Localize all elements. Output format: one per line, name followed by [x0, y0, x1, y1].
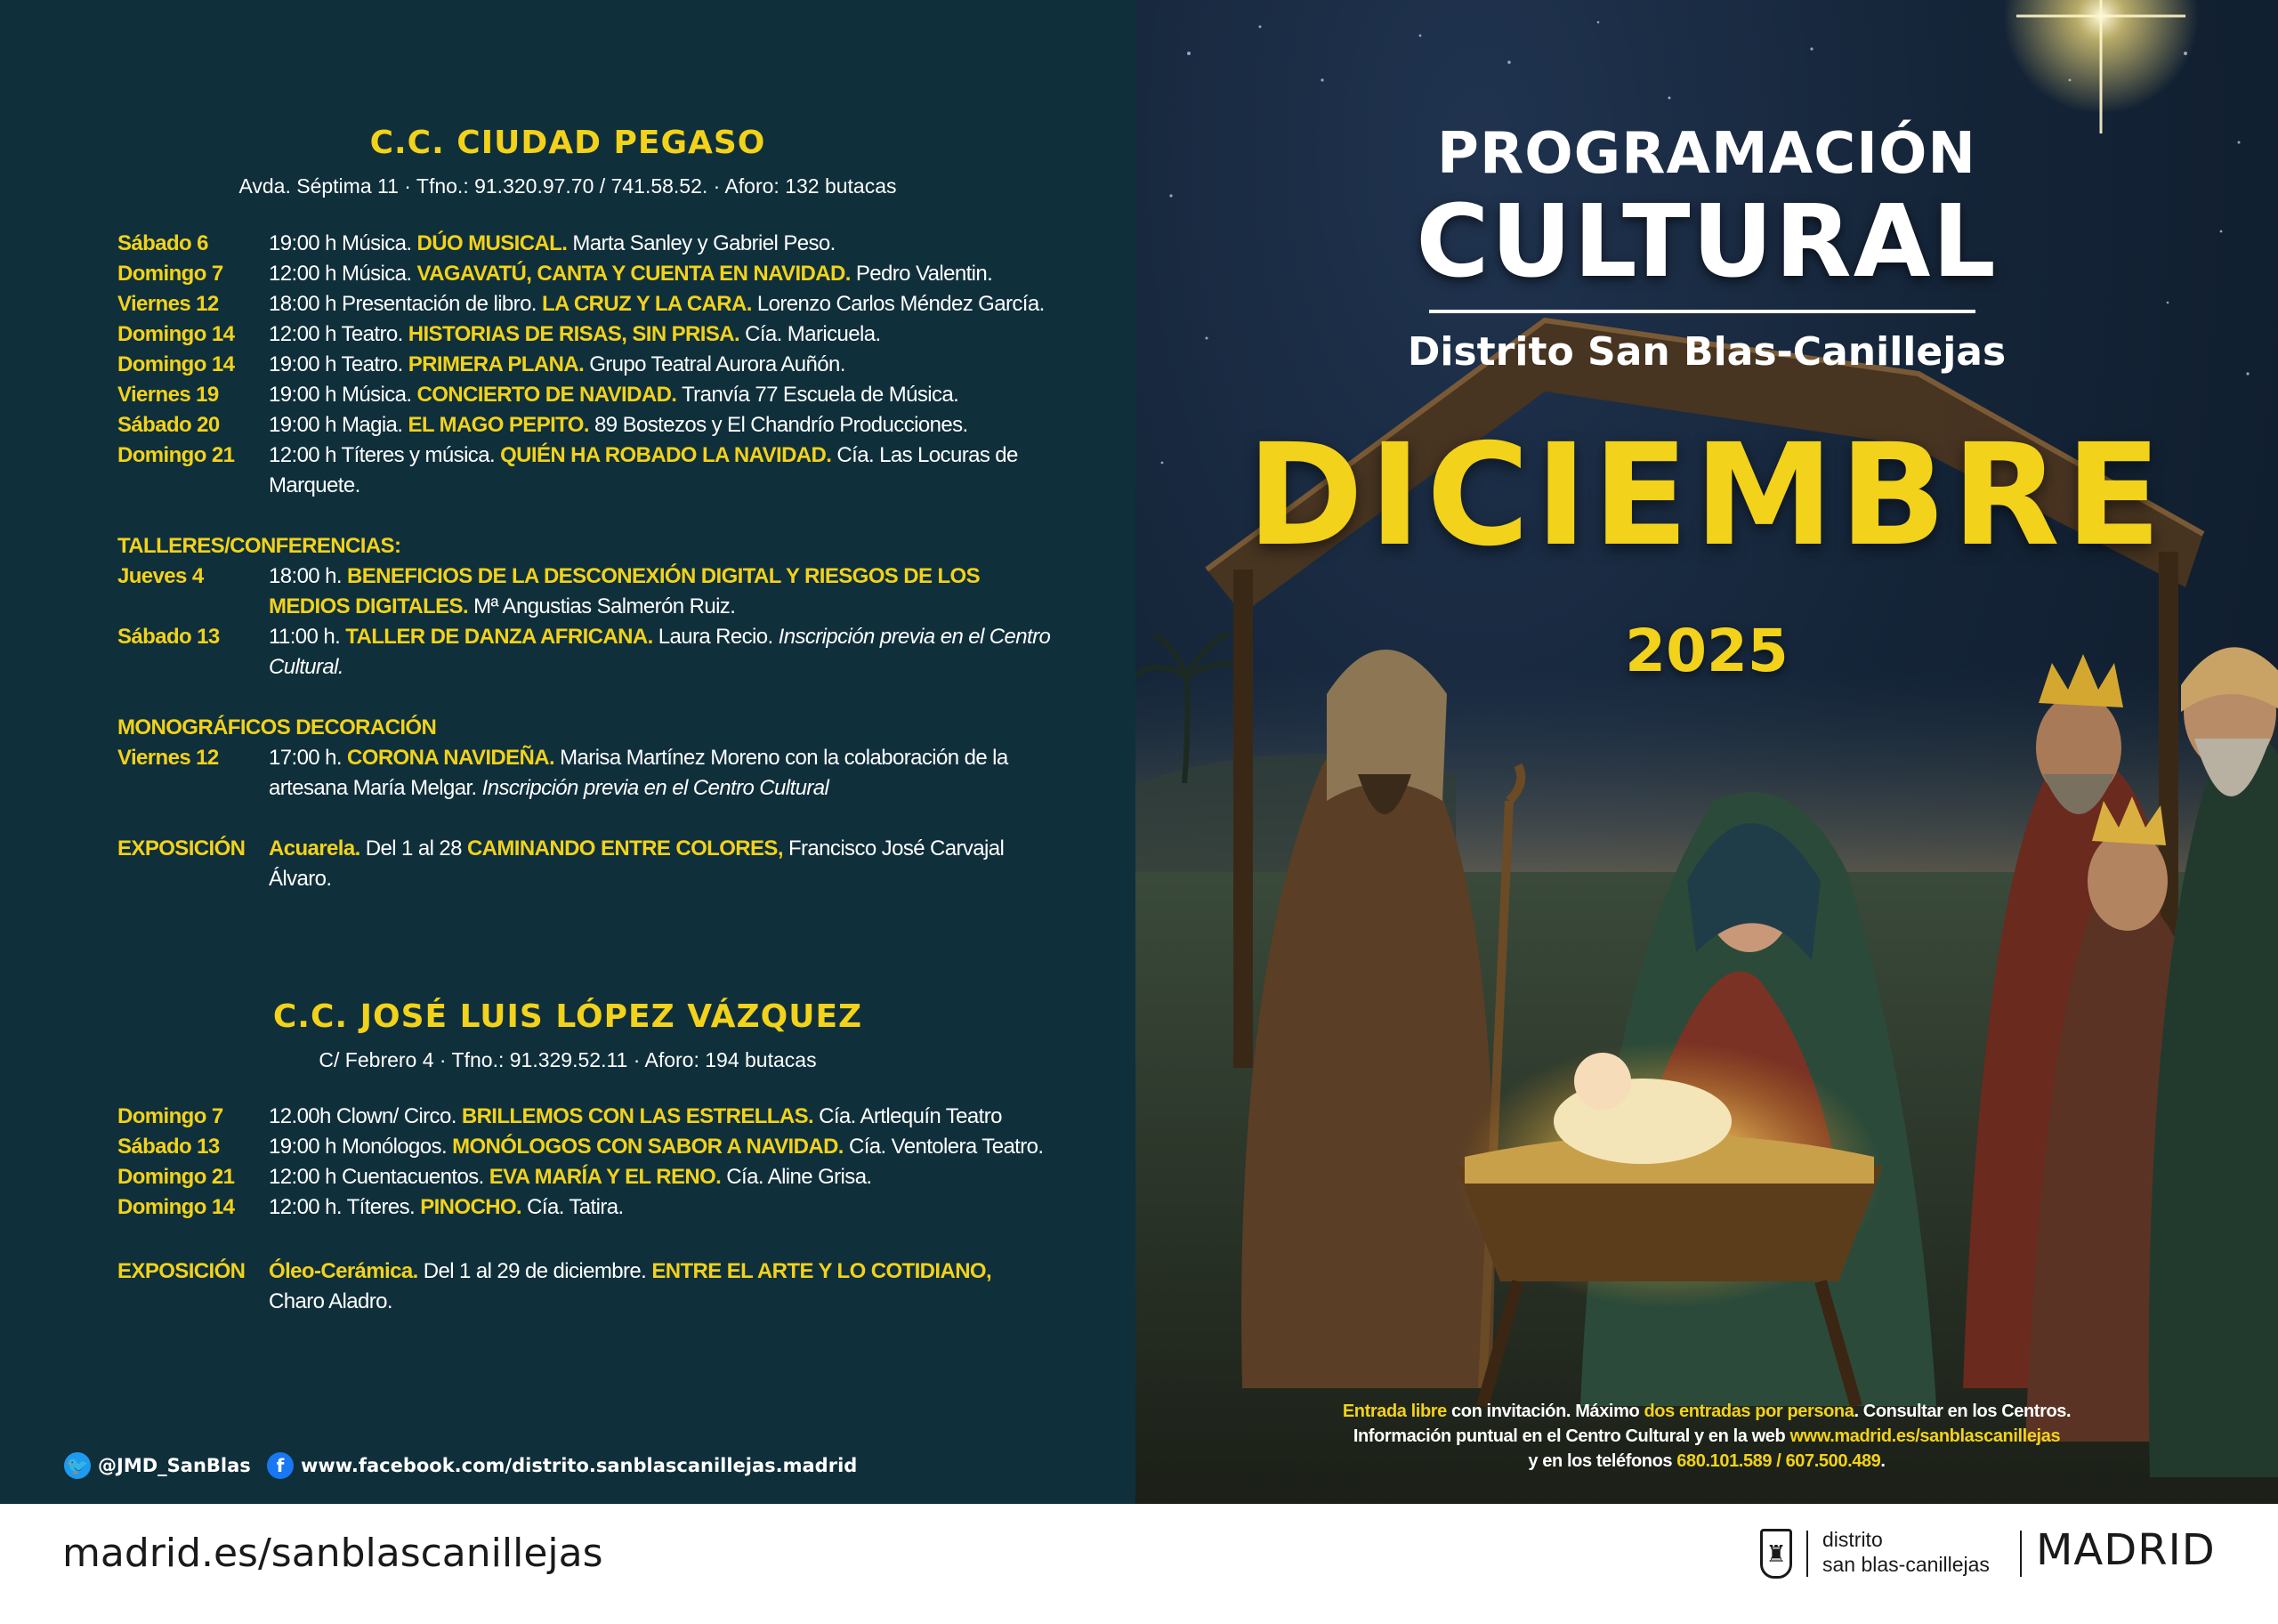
event-description: 19:00 h Música. DÚO MUSICAL. Marta Sanley y Gabriel Peso.	[269, 231, 836, 255]
twitter-link[interactable]: 🐦 @JMD_SanBlas	[64, 1452, 251, 1479]
event-description: 19:00 h Música. CONCIERTO DE NAVIDAD. Tranvía 77 Escuela de Música.	[269, 383, 959, 407]
year-title: 2025	[1625, 617, 1789, 685]
event-description: 12:00 h Música. VAGAVATÚ, CANTA Y CUENTA EN NAVIDAD. Pedro Valentin.	[269, 262, 993, 286]
center1-events	[117, 229, 1052, 894]
event-row	[117, 1192, 1052, 1223]
event-description: 18:00 h Presentación de libro. LA CRUZ Y LA CARA. Lorenzo Carlos Méndez García.	[269, 292, 1045, 316]
event-description: 17:00 h. CORONA NAVIDEÑA. Marisa Martínez Moreno con la colaboración de la artesana María Melgar. Inscripción previa en el Centro Cultural	[269, 746, 1008, 800]
event-date: Domingo 21	[117, 1165, 235, 1189]
madrid-logo: MADRID	[2036, 1525, 2216, 1575]
event-date: Viernes 12	[117, 746, 219, 770]
event-row	[117, 562, 1052, 622]
schedule-panel	[0, 0, 1135, 1504]
event-row	[117, 229, 1052, 259]
event-description: 12.00h Clown/ Circo. BRILLEMOS CON LAS ESTRELLAS. Cía. Artlequín Teatro	[269, 1104, 1002, 1128]
district-logo-text: distrito san blas-canillejas	[1822, 1528, 1990, 1576]
twitter-icon: 🐦	[64, 1452, 91, 1479]
center1-title: C.C. CIUDAD PEGASO	[369, 125, 766, 161]
district-name: Distrito San Blas-Canillejas	[1407, 329, 2007, 375]
event-description: 12:00 h Cuentacuentos. EVA MARÍA Y EL RENO. Cía. Aline Grisa.	[269, 1165, 872, 1189]
poster-heading-line1: PROGRAMACIÓN	[1437, 121, 1976, 187]
event-date: Sábado 13	[117, 625, 220, 649]
exposicion-label: EXPOSICIÓN	[117, 1259, 246, 1283]
poster-panel	[1135, 0, 2278, 1504]
event-row	[117, 1102, 1052, 1132]
center2-title: C.C. JOSÉ LUIS LÓPEZ VÁZQUEZ	[272, 998, 863, 1035]
heading-divider	[1429, 310, 1975, 313]
event-date: Domingo 21	[117, 443, 235, 467]
facebook-icon: f	[267, 1452, 294, 1479]
footer-url[interactable]: madrid.es/sanblascanillejas	[62, 1531, 603, 1576]
event-row	[117, 380, 1052, 410]
event-date: Domingo 14	[117, 352, 235, 376]
facebook-link[interactable]: f www.facebook.com/distrito.sanblascanillejas.madrid	[267, 1452, 857, 1479]
event-description: 12:00 h. Títeres. PINOCHO. Cía. Tatira.	[269, 1195, 624, 1219]
event-row	[117, 259, 1052, 289]
event-row	[117, 319, 1052, 350]
event-description: 12:00 h Títeres y música. QUIÉN HA ROBADO LA NAVIDAD. Cía. Las Locuras de Marquete.	[269, 443, 1018, 497]
exposicion-label: EXPOSICIÓN	[117, 836, 246, 860]
event-date: Viernes 12	[117, 292, 219, 316]
event-date: Domingo 7	[117, 262, 223, 286]
footer-divider	[2020, 1531, 2022, 1577]
footer-bar	[0, 1504, 2278, 1624]
center1-address: Avda. Séptima 11 · Tfno.: 91.320.97.70 / 741.58.52. · Aforo: 132 butacas	[238, 174, 897, 198]
event-row	[117, 440, 1052, 501]
event-description: 18:00 h. BENEFICIOS DE LA DESCONEXIÓN DIGITAL Y RIESGOS DE LOS MEDIOS DIGITALES. Mª Angustias Salmerón Ruiz.	[269, 564, 980, 618]
event-description: 19:00 h Monólogos. MONÓLOGOS CON SABOR A NAVIDAD. Cía. Ventolera Teatro.	[269, 1135, 1044, 1159]
center2-address: C/ Febrero 4 · Tfno.: 91.329.52.11 · Aforo: 194 butacas	[319, 1048, 817, 1071]
event-date: Viernes 19	[117, 383, 219, 407]
event-row	[117, 1132, 1052, 1162]
exposicion-text: Acuarela. Del 1 al 28 CAMINANDO ENTRE COLORES, Francisco José Carvajal Álvaro.	[269, 836, 1005, 891]
footer-divider	[1806, 1531, 1808, 1577]
monograficos-heading: MONOGRÁFICOS DECORACIÓN	[117, 715, 437, 739]
event-date: Sábado 20	[117, 413, 220, 437]
center2-events	[117, 1102, 1052, 1317]
event-row	[117, 289, 1052, 319]
event-row	[117, 350, 1052, 380]
event-date: Sábado 13	[117, 1135, 220, 1159]
exposicion-text: Óleo-Cerámica. Del 1 al 29 de diciembre. ENTRE EL ARTE Y LO COTIDIANO, Charo Aladro.	[269, 1259, 992, 1313]
poster-heading-line2: CULTURAL	[1416, 184, 1998, 300]
event-row	[117, 1162, 1052, 1192]
event-date: Domingo 14	[117, 1195, 235, 1219]
center2-exposicion	[117, 1256, 1052, 1317]
talleres-heading: TALLERES/CONFERENCIAS:	[117, 534, 401, 558]
event-description: 11:00 h. TALLER DE DANZA AFRICANA. Laura Recio. Inscripción previa en el Centro Cultural.	[269, 625, 1051, 679]
event-date: Jueves 4	[117, 564, 204, 588]
event-description: 19:00 h Magia. EL MAGO PEPITO. 89 Bostezos y El Chandrío Producciones.	[269, 413, 968, 437]
event-row	[117, 622, 1052, 683]
event-date: Sábado 6	[117, 231, 208, 255]
admission-info: Entrada libre con invitación. Máximo dos entradas por persona. Consultar en los Centros. Información puntual en el Centro Cultural y en la web www.madrid.es/sanblascanillejas y en los teléfonos 680.101.589 / 607.500.489.	[1342, 1402, 2072, 1471]
event-description: 19:00 h Teatro. PRIMERA PLANA. Grupo Teatral Aurora Auñón.	[269, 352, 845, 376]
madrid-coat-of-arms-icon: ♜	[1760, 1529, 1792, 1579]
center1-exposicion	[117, 834, 1052, 894]
event-description: 12:00 h Teatro. HISTORIAS DE RISAS, SIN PRISA. Cía. Maricuela.	[269, 322, 881, 346]
event-date: Domingo 14	[117, 322, 235, 346]
month-title: DICIEMBRE	[1247, 414, 2167, 578]
event-row	[117, 410, 1052, 440]
event-row	[117, 743, 1052, 804]
event-date: Domingo 7	[117, 1104, 223, 1128]
